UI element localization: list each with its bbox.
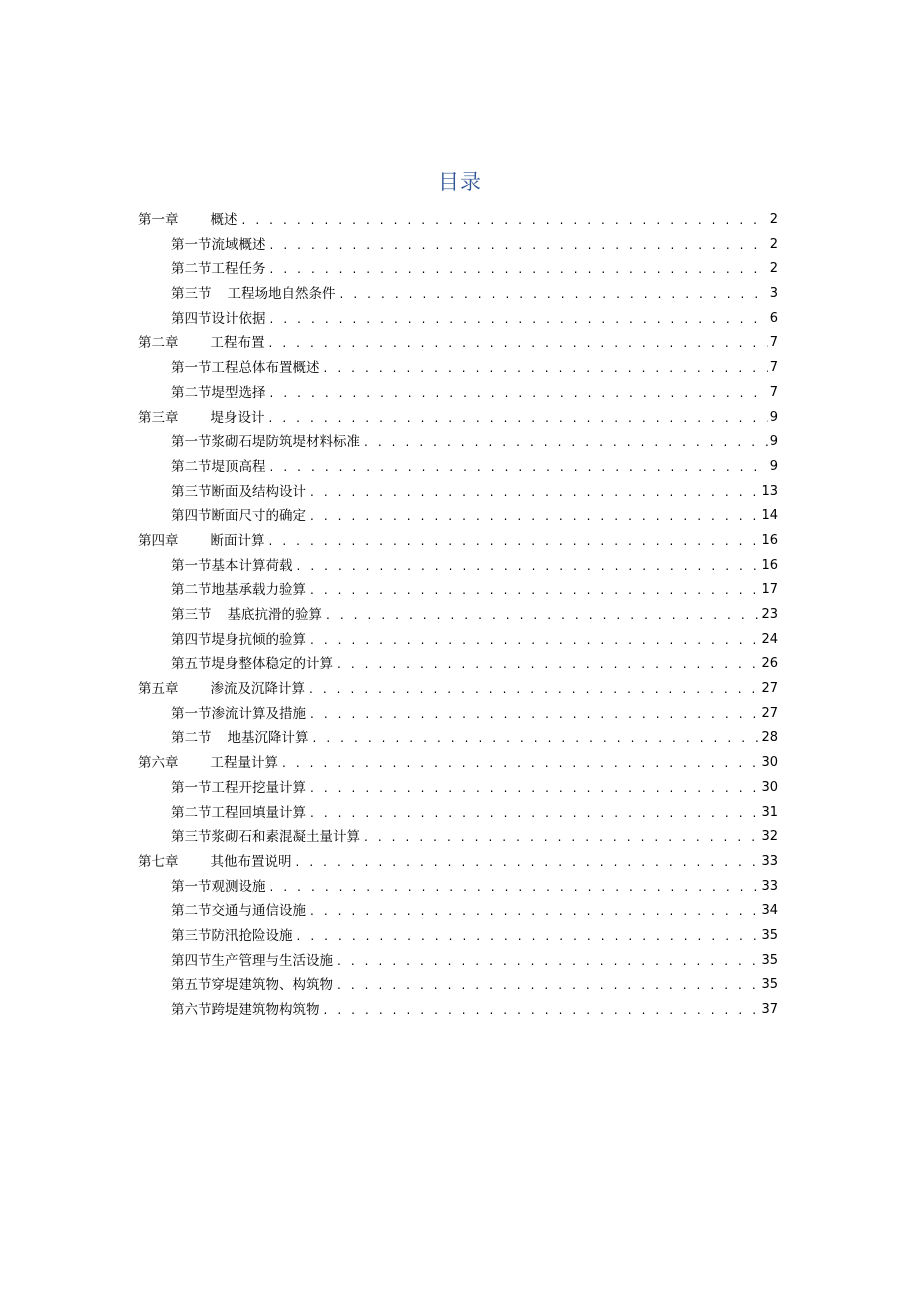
toc-section-entry[interactable]: [138, 726, 778, 751]
toc-entry-text: [138, 529, 269, 554]
toc-dot-leader: [310, 628, 759, 653]
toc-section-entry[interactable]: [138, 949, 778, 974]
toc-dot-leader: [269, 529, 760, 554]
toc-entry-label: 第二节: [171, 730, 212, 747]
toc-section-entry[interactable]: [138, 356, 778, 381]
toc-entry-label: 第四节: [171, 952, 212, 969]
toc-dot-leader: [309, 677, 759, 702]
toc-section-entry[interactable]: [138, 899, 778, 924]
toc-dot-leader: [326, 603, 759, 628]
toc-entry-label: 第三节: [171, 927, 212, 944]
toc-section-entry[interactable]: [138, 825, 778, 850]
toc-dot-leader: [270, 381, 768, 406]
toc-section-entry[interactable]: [138, 554, 778, 579]
toc-entry-label: 第四章: [138, 532, 179, 549]
toc-chapter-entry[interactable]: [138, 850, 778, 875]
toc-dot-leader: [269, 406, 768, 431]
toc-page-number: 14: [761, 508, 778, 524]
toc-entry-title: 堤身整体稳定的计算: [211, 656, 333, 673]
toc-entry-text: [171, 801, 310, 826]
toc-entry-title: 工程场地自然条件: [227, 286, 336, 303]
toc-entry-title: 渗流及沉降计算: [210, 681, 305, 698]
toc-entry-text: [138, 331, 269, 356]
toc-dot-leader: [310, 776, 759, 801]
toc-dot-leader: [310, 578, 759, 603]
toc-entry-label: 第二节: [171, 458, 212, 475]
toc-entry-label: 第四节: [171, 631, 212, 648]
toc-section-entry[interactable]: [138, 578, 778, 603]
toc-page-number: 27: [761, 681, 778, 697]
toc-entry-title: 工程回填量计算: [211, 804, 306, 821]
toc-section-entry[interactable]: [138, 801, 778, 826]
toc-section-entry[interactable]: [138, 702, 778, 727]
toc-entry-text: [171, 455, 270, 480]
toc-dot-leader: [270, 257, 768, 282]
toc-entry-title: 渗流计算及措施: [211, 705, 306, 722]
toc-entry-title: 断面计算: [210, 532, 265, 549]
toc-entry-text: [138, 751, 282, 776]
toc-entry-label: 第六章: [138, 755, 179, 772]
toc-dot-leader: [364, 430, 768, 455]
toc-entry-text: [171, 578, 310, 603]
toc-page-number: 7: [769, 335, 778, 351]
toc-chapter-entry[interactable]: [138, 677, 778, 702]
toc-entry-label: 第七章: [138, 853, 179, 870]
toc-page-number: 34: [761, 903, 778, 919]
toc-page-number: 33: [761, 853, 778, 869]
toc-page-number: 30: [761, 779, 778, 795]
toc-page-number: 31: [761, 804, 778, 820]
toc-entry-title: 断面尺寸的确定: [211, 508, 306, 525]
toc-dot-leader: [310, 702, 759, 727]
toc-dot-leader: [270, 455, 768, 480]
toc-entry-label: 第一节: [171, 557, 212, 574]
toc-entry-title: 生产管理与生活设施: [211, 952, 333, 969]
toc-entry-label: 第五节: [171, 977, 212, 994]
toc-entry-label: 第一章: [138, 212, 179, 228]
toc-entry-text: [171, 875, 270, 900]
toc-dot-leader: [282, 751, 759, 776]
toc-dot-leader: [337, 652, 759, 677]
toc-entry-text: [171, 825, 364, 850]
toc-entry-title: 堤顶高程: [211, 458, 266, 475]
toc-dot-leader: [270, 307, 768, 332]
toc-dot-leader: [242, 208, 768, 233]
toc-entry-title: 跨堤建筑物构筑物: [211, 1002, 320, 1018]
toc-page-number: 35: [761, 952, 778, 968]
toc-dot-leader: [340, 282, 768, 307]
toc-entry-text: [171, 973, 337, 998]
toc-entry-text: [171, 282, 340, 307]
toc-entry-title: 堤身抗倾的验算: [211, 631, 306, 648]
toc-entry-title: 堤型选择: [211, 384, 266, 401]
toc-page-number: 16: [761, 532, 778, 548]
toc-section-entry[interactable]: [138, 233, 778, 258]
toc-entry-title: 穿堤建筑物、构筑物: [211, 977, 333, 994]
toc-section-entry[interactable]: [138, 875, 778, 900]
toc-dot-leader: [337, 973, 759, 998]
toc-entry-label: 第三节: [171, 607, 212, 623]
toc-section-entry[interactable]: [138, 998, 778, 1023]
toc-entry-text: [171, 504, 310, 529]
toc-entry-text: [171, 430, 364, 455]
toc-chapter-entry[interactable]: [138, 529, 778, 554]
toc-page-number: 3: [769, 286, 778, 302]
toc-section-entry[interactable]: [138, 973, 778, 998]
toc-entry-text: [171, 726, 313, 751]
toc-page-number: 16: [761, 557, 778, 573]
toc-dot-leader: [270, 875, 760, 900]
toc-dot-leader: [310, 801, 759, 826]
toc-entry-title: 地基承载力验算: [211, 582, 306, 599]
toc-entry-label: 第三章: [138, 409, 179, 426]
toc-section-entry[interactable]: [138, 282, 778, 307]
toc-entry-label: 第一节: [171, 434, 212, 451]
toc-entry-label: 第五章: [138, 681, 179, 698]
toc-entry-text: [138, 208, 242, 233]
toc-entry-title: 工程开挖量计算: [211, 779, 306, 796]
toc-section-entry[interactable]: [138, 603, 778, 628]
toc-page-number: 9: [769, 409, 778, 425]
toc-entry-title: 防汛抢险设施: [211, 927, 293, 944]
toc-page-number: 9: [769, 434, 778, 450]
toc-page-number: 7: [769, 360, 778, 376]
toc-page-number: 37: [761, 1002, 778, 1017]
toc-entry-title: 观测设施: [211, 878, 266, 895]
toc-page-number: 2: [769, 212, 778, 227]
toc-entry-label: 第一节: [171, 360, 212, 377]
toc-section-entry[interactable]: [138, 257, 778, 282]
toc-entry-text: [171, 899, 310, 924]
toc-section-entry[interactable]: [138, 480, 778, 505]
toc-entry-text: [171, 652, 337, 677]
toc-entry-label: 第二节: [171, 384, 212, 401]
toc-dot-leader: [296, 850, 760, 875]
toc-entry-text: [171, 554, 297, 579]
toc-entry-title: 地基沉降计算: [227, 730, 309, 747]
toc-entry-text: [171, 307, 270, 332]
toc-entry-label: 第二章: [138, 335, 179, 352]
toc-entry-text: [171, 924, 297, 949]
toc-entry-title: 其他布置说明: [210, 853, 292, 870]
toc-entry-label: 第四节: [171, 310, 212, 327]
toc-page-number: 6: [769, 310, 778, 326]
toc-dot-leader: [313, 726, 760, 751]
toc-entry-label: 第四节: [171, 508, 212, 525]
toc-entry-label: 第一节: [171, 705, 212, 722]
toc-entry-label: 第三节: [171, 829, 212, 846]
toc-entry-label: 第三节: [171, 483, 212, 500]
toc-chapter-entry[interactable]: [138, 406, 778, 431]
toc-page-number: 35: [761, 927, 778, 943]
toc-dot-leader: [364, 825, 759, 850]
toc-entry-title: 基底抗滑的验算: [227, 607, 322, 623]
toc-entry-text: [171, 233, 270, 258]
toc-page-number: 24: [761, 631, 778, 647]
toc-page-number: 7: [769, 384, 778, 400]
toc-entry-label: 第一节: [171, 779, 212, 796]
toc-dot-leader: [324, 356, 768, 381]
toc-entry-label: 第六节: [171, 1002, 212, 1018]
toc-entry-text: [171, 702, 310, 727]
toc-dot-leader: [270, 233, 768, 258]
toc-entry-text: [138, 406, 269, 431]
toc-page-number: 32: [761, 829, 778, 845]
toc-page-number: 13: [761, 483, 778, 499]
toc-section-entry[interactable]: [138, 430, 778, 455]
toc-entry-label: 第二节: [171, 261, 212, 278]
toc-page-number: 27: [761, 705, 778, 721]
toc-section-entry[interactable]: [138, 924, 778, 949]
toc-dot-leader: [297, 554, 760, 579]
toc-dot-leader: [269, 331, 768, 356]
toc-entry-text: [171, 776, 310, 801]
toc-page-number: 35: [761, 977, 778, 993]
toc-page-number: 2: [769, 261, 778, 277]
toc-entry-title: 断面及结构设计: [211, 483, 306, 500]
toc-entry-text: [171, 603, 326, 628]
toc-entry-label: 第三节: [171, 286, 212, 303]
toc-entry-text: [171, 257, 270, 282]
toc-entry-title: 工程量计算: [210, 755, 278, 772]
toc-section-entry[interactable]: [138, 776, 778, 801]
toc-entry-title: 浆砌石堤防筑堤材料标准: [211, 434, 360, 451]
toc-section-entry[interactable]: [138, 628, 778, 653]
toc-chapter-entry[interactable]: [138, 331, 778, 356]
toc-entry-title: 设计依据: [211, 310, 266, 327]
toc-page-number: 9: [769, 458, 778, 474]
toc-entry-title: 工程布置: [210, 335, 265, 352]
toc-section-entry[interactable]: [138, 504, 778, 529]
toc-entry-title: 交通与通信设施: [211, 903, 306, 920]
toc-list: [138, 208, 778, 1023]
toc-entry-title: 浆砌石和素混凝土量计算: [211, 829, 360, 846]
toc-dot-leader: [310, 504, 759, 529]
toc-entry-text: [171, 480, 310, 505]
toc-entry-text: [171, 628, 310, 653]
toc-entry-title: 流域概述: [211, 236, 266, 253]
toc-page-number: 26: [761, 656, 778, 672]
toc-section-entry[interactable]: [138, 455, 778, 480]
toc-section-entry[interactable]: [138, 381, 778, 406]
toc-title: 目录: [438, 170, 482, 194]
toc-section-entry[interactable]: [138, 652, 778, 677]
toc-entry-label: 第二节: [171, 804, 212, 821]
toc-page-number: 33: [761, 878, 778, 894]
toc-dot-leader: [310, 899, 759, 924]
toc-entry-text: [171, 949, 337, 974]
toc-dot-leader: [337, 949, 759, 974]
toc-section-entry[interactable]: [138, 307, 778, 332]
toc-entry-title: 堤身设计: [210, 409, 265, 426]
toc-entry-label: 第二节: [171, 903, 212, 920]
toc-entry-title: 概述: [210, 212, 238, 228]
toc-chapter-entry[interactable]: [138, 751, 778, 776]
toc-entry-text: [138, 850, 296, 875]
toc-page-number: 28: [761, 730, 778, 746]
toc-entry-label: 第五节: [171, 656, 212, 673]
toc-dot-leader: [324, 998, 760, 1023]
toc-entry-label: 第一节: [171, 878, 212, 895]
toc-page-number: 2: [769, 236, 778, 252]
toc-entry-text: [171, 381, 270, 406]
toc-dot-leader: [297, 924, 760, 949]
toc-entry-title: 工程总体布置概述: [211, 360, 320, 377]
toc-entry-text: [171, 998, 324, 1023]
toc-chapter-entry[interactable]: [138, 208, 778, 233]
toc-entry-text: [171, 356, 324, 381]
toc-entry-label: 第一节: [171, 236, 212, 253]
toc-entry-label: 第二节: [171, 582, 212, 599]
toc-entry-title: 工程任务: [211, 261, 266, 278]
toc-entry-text: [138, 677, 309, 702]
toc-page-number: 23: [761, 607, 778, 622]
toc-page-number: 30: [761, 755, 778, 771]
toc-page-number: 17: [761, 582, 778, 598]
toc-dot-leader: [310, 480, 759, 505]
toc-entry-title: 基本计算荷载: [211, 557, 293, 574]
